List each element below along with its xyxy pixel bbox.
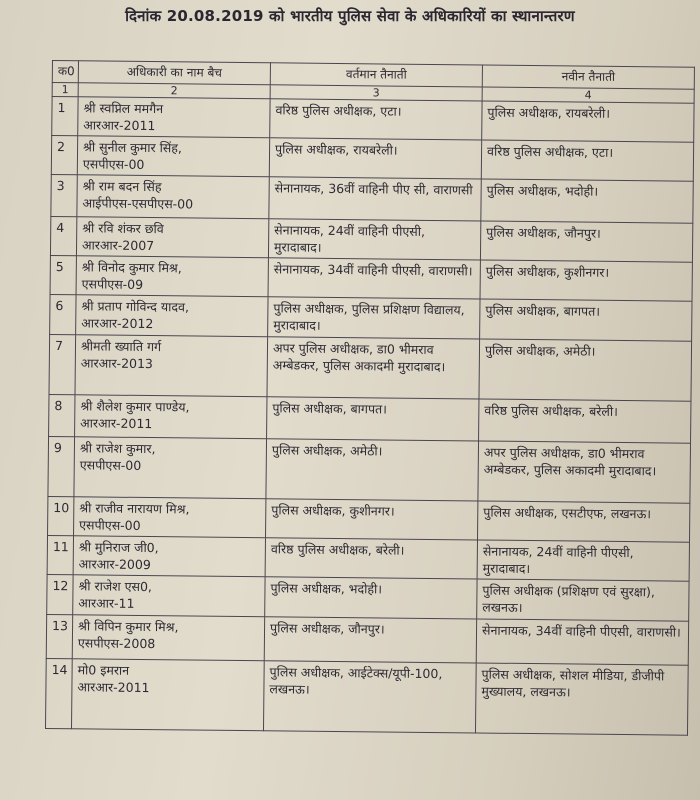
serial-number: 8 (49, 394, 75, 436)
officer-name: श्री राजेश एस0, (78, 578, 153, 595)
officer-cell (77, 136, 269, 177)
new-posting: अपर पुलिस अधीक्षक, डा0 भीमराव अम्बेडकर, पुलिस अकादमी मुरादाबाद। (478, 441, 691, 503)
current-posting: सेनानायक, 34वीं वाहिनी पीएसी, वाराणसी। (268, 258, 480, 299)
officer-batch: आरआर-2011 (83, 117, 156, 134)
officer-name: श्री रवि शंकर छवि (82, 220, 164, 237)
current-posting: वरिष्ठ पुलिस अधीक्षक, एटा। (270, 99, 482, 140)
current-posting: पुलिस अधीक्षक, कुशीनगर। (266, 499, 478, 540)
serial-number: 5 (50, 255, 76, 294)
document-title: दिनांक 20.08.2019 को भारतीय पुलिस सेवा के अधिकारियों का स्थानान्तरण (125, 7, 575, 25)
column-number: 3 (270, 85, 482, 101)
serial-number: 7 (49, 334, 76, 394)
new-posting: पुलिस अधीक्षक, रायबरेली। (482, 101, 694, 142)
officer-batch: आरआर-11 (78, 595, 135, 611)
officer-batch: आईपीएस-एसपीएस-00 (82, 195, 194, 212)
table-row (47, 574, 689, 621)
officer-cell (76, 256, 268, 297)
officer-cell (71, 659, 264, 731)
officer-batch: एसपीएस-00 (79, 457, 142, 473)
serial-number: 9 (48, 436, 75, 496)
officer-name: श्री स्वप्निल ममगैन (83, 100, 164, 117)
current-posting: पुलिस अधीक्षक, आईटेक्स/यूपी-100, लखनऊ। (263, 661, 476, 733)
table-row (49, 334, 692, 401)
current-posting: पुलिस अधीक्षक, रायबरेली। (269, 138, 481, 179)
serial-number: 10 (48, 496, 74, 535)
officer-cell (75, 335, 268, 397)
serial-number: 3 (51, 174, 77, 216)
serial-number: 1 (52, 97, 78, 136)
table-row (51, 136, 693, 182)
serial-number: 13 (46, 614, 72, 658)
officer-batch: एसपीएस-00 (79, 517, 141, 533)
table-row (50, 255, 692, 301)
officer-batch: आरआर-2011 (80, 415, 153, 432)
officer-cell (73, 536, 265, 577)
officer-name: श्री प्रताप गोविन्द यादव, (81, 298, 190, 315)
current-posting: सेनानायक, 24वीं वाहिनी पीएसी, मुरादाबाद। (268, 219, 480, 260)
serial-number: 4 (50, 216, 76, 255)
officer-name: श्रीमती ख्याति गर्ग (80, 338, 162, 355)
officer-batch: आरआर-2013 (80, 355, 154, 372)
new-posting: सेनानायक, 34वीं वाहिनी पीएसी, वाराणसी। (476, 619, 688, 665)
current-posting: वरिष्ठ पुलिस अधीक्षक, बरेली। (265, 538, 477, 579)
header-officer-name: अधिकारी का नाम बैच (78, 61, 270, 85)
new-posting: पुलिस अधीक्षक, बागपत। (480, 299, 692, 341)
officer-name: श्री मुनिराज जी0, (78, 539, 159, 556)
officer-name: श्री राजेश कुमार, (79, 440, 156, 457)
transfer-table (45, 60, 695, 736)
current-posting: पुलिस अधीक्षक, पुलिस प्रशिक्षण विद्यालय, मुरादाबाद। (268, 297, 480, 339)
table-row (48, 436, 691, 503)
officer-name: श्री राम बदन सिंह (82, 178, 162, 195)
officer-cell (76, 217, 268, 258)
new-posting: पुलिस अधीक्षक, भदोही। (481, 179, 693, 223)
header-new-posting: नवीन तैनाती (482, 65, 694, 89)
officer-batch: एसपीएस-2008 (77, 635, 156, 652)
current-posting: सेनानायक, 36वीं वाहिनी पीए सी, वाराणसी (269, 177, 481, 221)
column-number: 1 (52, 83, 78, 97)
new-posting: वरिष्ठ पुलिस अधीक्षक, बरेली। (479, 399, 691, 443)
current-posting: पुलिस अधीक्षक, बागपत। (267, 397, 479, 441)
current-posting: पुलिस अधीक्षक, भदोही। (265, 577, 477, 619)
table-row (49, 394, 691, 443)
officer-name: श्री राजीव नारायण मिश्र, (79, 500, 190, 517)
officer-batch: आरआर-2012 (81, 315, 154, 332)
officer-batch: एसपीएस-00 (82, 156, 145, 172)
table-row (45, 658, 688, 735)
current-posting: पुलिस अधीक्षक, जौनपुर। (264, 617, 476, 663)
new-posting: पुलिस अधीक्षक, अमेठी। (479, 339, 692, 401)
table-row (47, 535, 689, 581)
officer-batch: एसपीएस-09 (81, 276, 144, 292)
officer-name: मो0 इमरान (77, 662, 130, 678)
new-posting: पुलिस अधीक्षक (प्रशिक्षण एवं सुरक्षा), लखनऊ। (477, 579, 689, 621)
table-row (50, 294, 692, 341)
officer-cell (75, 395, 267, 439)
officer-cell (77, 175, 269, 219)
serial-number: 2 (51, 136, 77, 175)
new-posting: पुलिस अधीक्षक, कुशीनगर। (480, 260, 692, 301)
table-row (51, 174, 693, 223)
new-posting: पुलिस अधीक्षक, एसटीएफ, लखनऊ। (477, 501, 689, 542)
header-serial: क0 (52, 61, 78, 83)
table-row (48, 496, 690, 542)
header-current-posting: वर्तमान तैनाती (270, 63, 482, 87)
officer-batch: आरआर-2009 (78, 556, 151, 573)
officer-name: श्री शैलेश कुमार पाण्डेय, (80, 398, 190, 415)
officer-cell (73, 575, 265, 617)
new-posting: वरिष्ठ पुलिस अधीक्षक, एटा। (481, 140, 693, 181)
officer-batch: आरआर-2011 (77, 679, 150, 696)
officer-cell (72, 615, 264, 661)
officer-cell (74, 497, 266, 538)
serial-number: 14 (45, 658, 72, 728)
current-posting: पुलिस अधीक्षक, अमेठी। (266, 439, 479, 501)
serial-number: 6 (50, 294, 76, 334)
table-body (45, 97, 694, 736)
current-posting: अपर पुलिस अधीक्षक, डा0 भीमराव अम्बेडकर, पुलिस अकादमी मुरादाबाद। (267, 337, 480, 399)
officer-cell (76, 295, 268, 337)
table-row (50, 216, 692, 262)
officer-cell (78, 97, 270, 138)
new-posting: पुलिस अधीक्षक, जौनपुर। (480, 221, 692, 262)
serial-number: 12 (47, 574, 73, 614)
officer-name: श्री सुनील कुमार सिंह, (83, 139, 183, 156)
officer-name: श्री विनोद कुमार मिश्र, (81, 259, 182, 276)
officer-name: श्री विपिन कुमार मिश्र, (77, 618, 179, 635)
officer-cell (74, 437, 267, 499)
column-number: 4 (482, 87, 694, 103)
officer-batch: आरआर-2007 (81, 237, 155, 254)
column-number: 2 (78, 83, 270, 99)
serial-number: 11 (47, 535, 73, 574)
table-row (52, 97, 694, 143)
new-posting: सेनानायक, 24वीं वाहिनी पीएसी, मुरादाबाद। (477, 540, 689, 581)
new-posting: पुलिस अधीक्षक, सोशल मीडिया, डीजीपी मुख्यालय, लखनऊ। (475, 663, 688, 735)
table-row (46, 614, 688, 665)
